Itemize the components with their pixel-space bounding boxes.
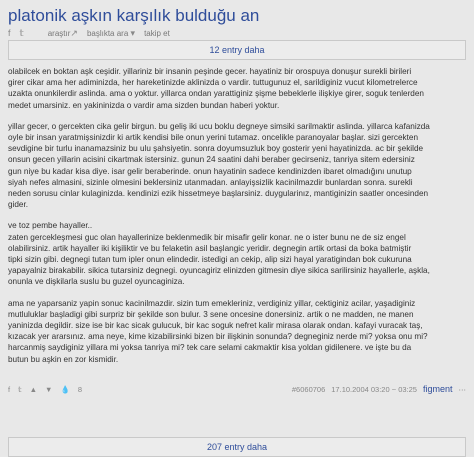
entry-paragraph-2: yillar gecer, o gercekten cika gelir birgun. bu geliş iki ucu boklu degneye simsiki sarilmaktir aslinda. yillarca kafanizda oyle bir insan yaratmişsinizdir ki artik kendisi bile onun yerini tutamaz. oncelikle paranoyalar başlar. sizi gercekten sevdigine bir turlu inanamazsiniz bu ulu şahsiyetin. sonra doyumsuzluk boy gosterir yeni hayatinizda. ac bir şekilde onsun gecen yillarin acisini cikartmak istersiniz. gunun 24 saatini dahi beraber gecirseniz, tanriya sitem edersiniz gun niye bu kadar kisa diye. isar gelir beraberinde. onun hayatinin sadece kendinizden ibaret olmadığını unutup siyah nefes almasini, sizinle olmesini beklersiniz utanmadan. anlayişsizlik kacinilmazdir bunlardan sonra. surekli neden sorusu cinlar kulaginizda. kendinizi ezik hissetmeye başlarsiniz. duygularinız, mantiginizin saatler oncesinden gider. [8, 121, 430, 210]
entry-footer [8, 381, 466, 397]
entry-timestamp: 17.10.2004 03:20 ~ 03:25 [331, 384, 417, 394]
more-entries-top-label: 12 entry daha [209, 45, 265, 55]
facebook-icon[interactable]: f [8, 28, 11, 38]
ellipsis-icon[interactable]: ⋯ [458, 384, 466, 394]
favorite-count: 8 [77, 384, 82, 394]
more-entries-bottom-label: 207 entry daha [206, 442, 268, 452]
drop-icon[interactable]: 💧 [60, 384, 70, 394]
facebook-icon[interactable]: f [8, 384, 11, 394]
entry-content [8, 66, 466, 432]
entry-author[interactable]: figment [422, 384, 453, 394]
more-entries-bottom-button[interactable] [8, 437, 466, 457]
more-entries-top-button[interactable] [8, 40, 466, 60]
entry-actions [8, 385, 82, 394]
twitter-icon[interactable]: 𝕥 [18, 384, 22, 394]
topic-toolbar [8, 25, 466, 41]
search-label: araştır [47, 28, 71, 38]
entry-paragraph-4: ama ne yaparsaniz yapin sonuc kacinilmazdir. sizin tum emekleriniz, verdiginiz yillar, cektiginiz acilar, yaşadiginiz mutluluklar başladigi gibi surpriz bir şekilde son bulur. 3 sene oncesine donersiniz. artik o ne madden, ne manen yaninizda degildir. size ise bir kac sicak gulucuk, bir kac soguk nefret kalir mirasa olarak ondan. kafayi vuracak taş, kızacak yer ararsınız. ama neye, kime kizabilirsinki bizen bir ilişkinin sonunda? degneginiz nerde mi? yoksa onu mi? harcanmiş saydiginiz yillara mi yoksa tanriya mi? tek care selami cakmaktir kisa yoldan gidilenere. ve işte bu da butun bu aşkin en zor kismidir. [8, 298, 428, 364]
entry-meta [292, 384, 466, 394]
headings-search-label: başlıkta ara [86, 28, 129, 38]
external-link-icon: ↗ [70, 27, 78, 38]
follow-button[interactable]: takip et [144, 28, 170, 38]
up-triangle-icon[interactable]: ▲ [29, 384, 38, 394]
chevron-down-icon: ▾ [130, 27, 136, 38]
headings-search-link[interactable] [87, 28, 135, 39]
entry-paragraph-1: olabilcek en boktan aşk ceşidir. yillariniz bir insanin peşinde gecer. hayatiniz bir orospuya donuşur surekli birileri girer cikar ama her adiminizda, her hareketinizde aklinizda o vardir. tuttugunuz el, sarildiginiz vucut kilometrelerce uzakta onunkilerdir aslinda. ama o yoktur. yillarca ondan yarattiginiz şişme bebeklerle ilişkiye girer, soguk tenlerden medet umarsiniz. en yakininizda o vardir ama sizden bundan haberi yoktur. [8, 67, 424, 110]
entry-id[interactable]: #6060706 [291, 384, 326, 394]
twitter-icon[interactable]: 𝕥 [19, 27, 24, 38]
search-link[interactable] [48, 28, 78, 39]
entry-paragraph-3: ve toz pembe hayaller.. zaten gercekleşmesi guc olan hayallerinize beklenmedik bir misafir gelir konar. ne o ister bunu ne de siz engel olabilirsiniz. artik hayaller iki kişiliktir ve bu felaketin asil başlangic yeridir. degnegin artik ortasi da boka batmiştir tipki sizin gibi. degnegi tutan tum ipler onun elindedir. istedigi an cekip, alip sizi hayal yaratigindan bok cukuruna yapayalniz birakabilir. sikica tutarsiniz degnegi. oyuncagiriz elinizden gitmesin diye sikica sarilirsiniz hayallerle, aşkla, onunla ve dişkilarla suslu bu guzel oyuncaginiza. [8, 221, 430, 287]
topic-title[interactable]: platonik aşkın karşılık bulduğu an [8, 6, 260, 25]
down-triangle-icon[interactable]: ▼ [45, 384, 53, 394]
